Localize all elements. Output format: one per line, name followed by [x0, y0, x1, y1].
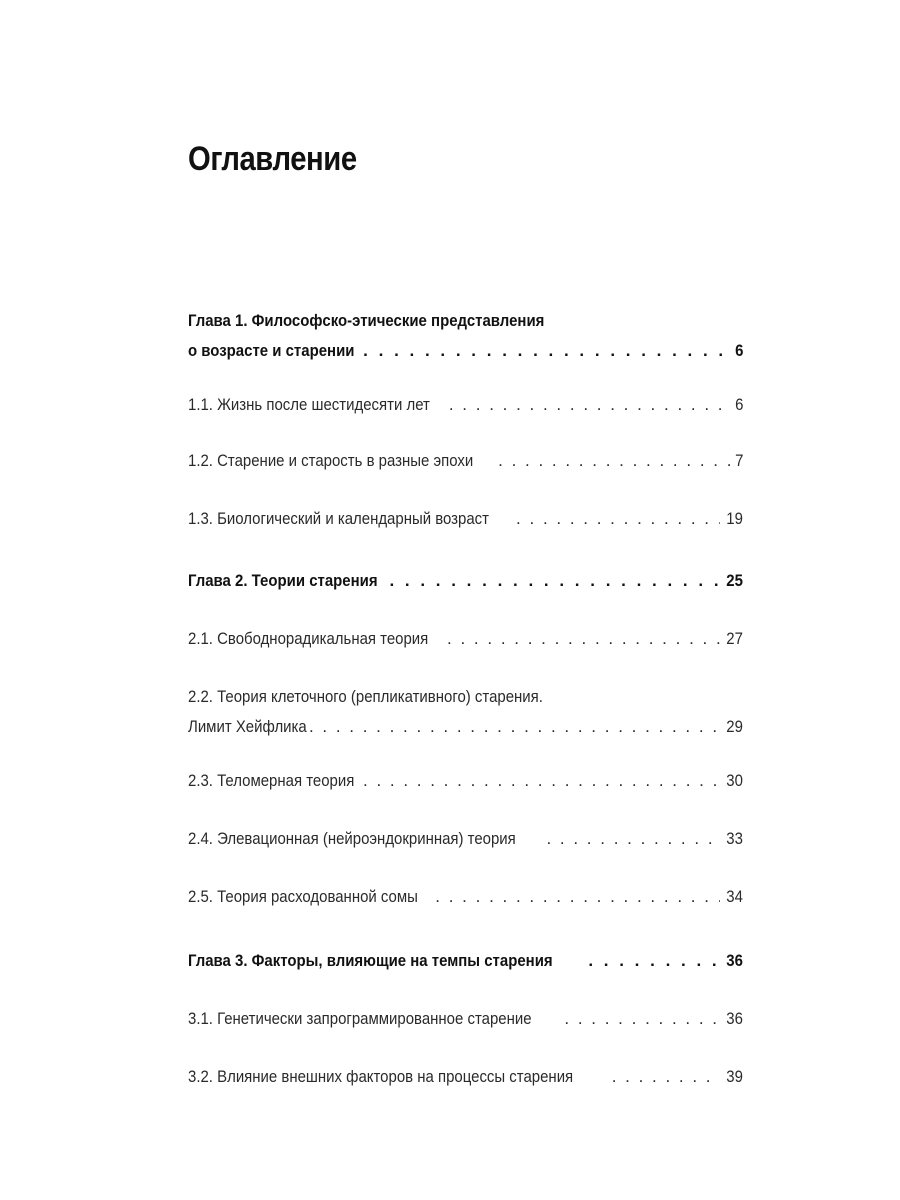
toc-entry-text: Лимит Хейфлика: [188, 717, 307, 736]
toc-page-number: 6: [734, 395, 743, 414]
dot-leader: [305, 712, 720, 742]
toc-page-number: 30: [726, 771, 743, 790]
toc-entry-text: о возрасте и старении: [188, 341, 355, 360]
toc-page-number: 36: [726, 1009, 743, 1028]
toc-section-2-5: [188, 882, 743, 912]
toc-entry-line1: 2.2. Теория клеточного (репликативного) старения.: [188, 687, 543, 706]
toc-entry-line1: Глава 1. Философско-этические представления: [188, 311, 545, 330]
dot-leader: [494, 446, 729, 476]
toc-section-3-1: [188, 1004, 743, 1034]
toc-page-number: 36: [726, 951, 743, 970]
toc-page-number: 25: [726, 571, 743, 590]
toc-page-number: 7: [734, 451, 743, 470]
toc-entry-text: 2.3. Теломерная теория: [188, 771, 355, 790]
toc-page-number: 19: [726, 509, 743, 528]
toc-page-number: 6: [734, 341, 743, 360]
toc-section-2-3: [188, 766, 743, 796]
toc-section-2-1: [188, 624, 743, 654]
toc-entry-text: 2.1. Свободнорадикальная теория: [188, 629, 429, 648]
dot-leader: [560, 1004, 720, 1034]
toc-page-number: 34: [726, 887, 743, 906]
toc-page-number: 27: [726, 629, 743, 648]
toc-entry-text: 1.3. Биологический и календарный возраст: [188, 509, 490, 528]
toc-section-1-2: [188, 446, 743, 476]
dot-leader: [608, 1062, 720, 1092]
toc-chapter-1: [188, 306, 743, 366]
toc-page-number: 39: [726, 1067, 743, 1086]
toc-section-3-2: [188, 1062, 743, 1092]
toc-entry-text: Глава 2. Теории старения: [188, 571, 378, 590]
toc-entry-text: 3.1. Генетически запрограммированное старение: [188, 1009, 532, 1028]
dot-leader: [542, 824, 720, 854]
dot-leader: [512, 504, 720, 534]
dot-leader: [445, 390, 730, 420]
toc-chapter-3: [188, 946, 743, 976]
dot-leader: [359, 336, 729, 366]
dot-leader: [359, 766, 720, 796]
toc-entry-text: 3.2. Влияние внешних факторов на процессы старения: [188, 1067, 574, 1086]
toc-section-2-4: [188, 824, 743, 854]
dot-leader: [443, 624, 720, 654]
toc-section-2-2: [188, 682, 743, 742]
dot-leader: [431, 882, 720, 912]
toc-chapter-2: [188, 566, 743, 596]
toc-entry-text: 2.4. Элевационная (нейроэндокринная) теория: [188, 829, 516, 848]
toc-entry-text: 1.2. Старение и старость в разные эпохи: [188, 451, 474, 470]
toc-entry-text: Глава 3. Факторы, влияющие на темпы старения: [188, 951, 553, 970]
toc-section-1-1: [188, 390, 743, 420]
toc-page-number: 29: [726, 717, 743, 736]
toc-section-1-3: [188, 504, 743, 534]
dot-leader: [385, 566, 720, 596]
toc-entry-text: 1.1. Жизнь после шестидесяти лет: [188, 395, 430, 414]
toc-page-number: 33: [726, 829, 743, 848]
dot-leader: [584, 946, 720, 976]
toc-entry-text: 2.5. Теория расходованной сомы: [188, 887, 418, 906]
page-title: Оглавление: [188, 140, 357, 178]
